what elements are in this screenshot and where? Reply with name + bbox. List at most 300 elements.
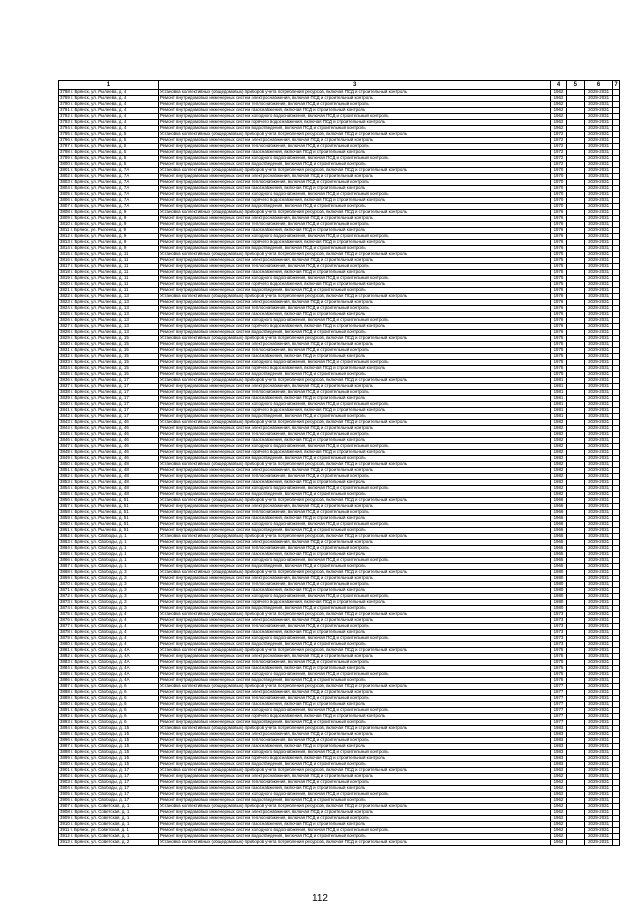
row-work-type: Ремонт внутридомовых инженерных систем водоотведения, включая ПСД и строительный контроль bbox=[158, 456, 551, 462]
row-build-year: 1976 bbox=[551, 234, 566, 240]
row-build-year: 1976 bbox=[551, 306, 566, 312]
row-build-year: 1975 bbox=[551, 666, 566, 672]
row-period: 2029-2031 bbox=[585, 816, 613, 822]
row-period: 2029-2031 bbox=[585, 474, 613, 480]
row-number-address: 3796 г. Брянск, ул. Рылеева, д. 5 bbox=[59, 138, 159, 144]
row-period: 2029-2031 bbox=[585, 546, 613, 552]
row-period: 2029-2031 bbox=[585, 132, 613, 138]
row-build-year: 1972 bbox=[551, 150, 566, 156]
row-number-address: 3788 г. Брянск, ул. Рылеева, д. 4 bbox=[59, 90, 159, 96]
row-number-address: 3823 г. Брянск, ул. Рылеева, д. 13 bbox=[59, 300, 159, 306]
row-period: 2029-2031 bbox=[585, 756, 613, 762]
header-cell: 4 bbox=[551, 81, 566, 90]
row-number-address: 3805 г. Брянск, ул. Рылеева, д. 7А bbox=[59, 192, 159, 198]
row-work-type: Ремонт внутридомовых инженерных систем теплоснабжения, включая ПСД и строительный контроль bbox=[158, 780, 551, 786]
row-number-address: 3806 г. Брянск, ул. Рылеева, д. 7А bbox=[59, 198, 159, 204]
row-work-type: Ремонт внутридомовых инженерных систем газоснабжения, включая ПСД и строительный контроль bbox=[158, 786, 551, 792]
row-work-type: Ремонт внутридомовых инженерных систем холодного водоснабжения, включая ПСД и строительный контроль bbox=[158, 636, 551, 642]
row-build-year: 1976 bbox=[551, 312, 566, 318]
row-build-year: 1962 bbox=[551, 114, 566, 120]
row-period: 2029-2031 bbox=[585, 156, 613, 162]
row-build-year: 1982 bbox=[551, 468, 566, 474]
row-period: 2029-2031 bbox=[585, 684, 613, 690]
row-number-address: 3845 г. Брянск, ул. Рылеева, д. 46 bbox=[59, 432, 159, 438]
row-number-address: 3804 г. Брянск, ул. Рылеева, д. 7А bbox=[59, 186, 159, 192]
row-work-type: Ремонт внутридомовых инженерных систем горячего водоснабжения, включая ПСД и строительный контроль bbox=[158, 450, 551, 456]
row-work-type: Ремонт внутридомовых инженерных систем горячего водоснабжения, включая ПСД и строительный контроль bbox=[158, 756, 551, 762]
row-build-year: 1976 bbox=[551, 324, 566, 330]
row-build-year: 1970 bbox=[551, 186, 566, 192]
row-number-address: 3791 г. Брянск, ул. Рылеева, д. 4 bbox=[59, 108, 159, 114]
row-number-address: 3831 г. Брянск, ул. Рылеева, д. 15 bbox=[59, 348, 159, 354]
row-build-year: 1973 bbox=[551, 618, 566, 624]
row-number-address: 3906 г. Брянск, ул. Свободы, д. 17 bbox=[59, 798, 159, 804]
row-number-address: 3841 г. Брянск, ул. Рылеева, д. 17 bbox=[59, 408, 159, 414]
row-work-type: Ремонт внутридомовых инженерных систем холодного водоснабжения, включая ПСД и строительный контроль bbox=[158, 192, 551, 198]
row-number-address: 3894 г. Брянск, ул. Свободы, д. 15 bbox=[59, 726, 159, 732]
row-number-address: 3821 г. Брянск, ул. Рылеева, д. 11 bbox=[59, 288, 159, 294]
row-build-year: 1976 bbox=[551, 210, 566, 216]
row-work-type: Ремонт внутридомовых инженерных систем электроснабжения, включая ПСД и строительный контроль bbox=[158, 384, 551, 390]
row-number-address: 3847 г. Брянск, ул. Рылеева, д. 46 bbox=[59, 444, 159, 450]
row-build-year: 1976 bbox=[551, 222, 566, 228]
row-period: 2029-2031 bbox=[585, 180, 613, 186]
row-work-type: Ремонт внутридомовых инженерных систем электроснабжения, включая ПСД и строительный контроль bbox=[158, 174, 551, 180]
row-number-address: 3837 г. Брянск, ул. Рылеева, д. 17 bbox=[59, 384, 159, 390]
row-work-type: Ремонт внутридомовых инженерных систем электроснабжения, включая ПСД и строительный контроль bbox=[158, 342, 551, 348]
row-period: 2029-2031 bbox=[585, 228, 613, 234]
row-period: 2029-2031 bbox=[585, 600, 613, 606]
row-work-type: Ремонт внутридомовых инженерных систем теплоснабжения, включая ПСД и строительный контроль bbox=[158, 144, 551, 150]
header-cell: 6 bbox=[585, 81, 613, 90]
row-number-address: 3910 г. Брянск, ул. Советская, д. 1 bbox=[59, 822, 159, 828]
row-build-year: 1962 bbox=[551, 108, 566, 114]
row-work-type: Ремонт внутридомовых инженерных систем электроснабжения, включая ПСД и строительный контроль bbox=[158, 138, 551, 144]
row-period: 2029-2031 bbox=[585, 294, 613, 300]
row-work-type: Ремонт внутридомовых инженерных систем теплоснабжения, включая ПСД и строительный контроль bbox=[158, 738, 551, 744]
row-period: 2029-2031 bbox=[585, 636, 613, 642]
row-build-year: 1983 bbox=[551, 762, 566, 768]
row-number-address: 3790 г. Брянск, ул. Рылеева, д. 4 bbox=[59, 102, 159, 108]
row-build-year: 1980 bbox=[551, 600, 566, 606]
row-period: 2029-2031 bbox=[585, 468, 613, 474]
row-period: 2029-2031 bbox=[585, 210, 613, 216]
row-build-year: 1977 bbox=[551, 690, 566, 696]
row-number-address: 3827 г. Брянск, ул. Рылеева, д. 13 bbox=[59, 324, 159, 330]
row-work-type: Ремонт внутридомовых инженерных систем электроснабжения, включая ПСД и строительный контроль bbox=[158, 468, 551, 474]
row-work-type: Ремонт внутридомовых инженерных систем газоснабжения, включая ПСД и строительный контроль bbox=[158, 822, 551, 828]
row-period: 2029-2031 bbox=[585, 558, 613, 564]
row-work-type: Ремонт внутридомовых инженерных систем водоотведения, включая ПСД и строительный контроль bbox=[158, 204, 551, 210]
row-number-address: 3891 г. Брянск, ул. Свободы, д. 6 bbox=[59, 708, 159, 714]
row-build-year: 1973 bbox=[551, 630, 566, 636]
row-work-type: Установка коллективных (общедомовых) приборов учета потребления ресурсов, включая ПСД и строительный контроль bbox=[158, 294, 551, 300]
row-number-address: 3898 г. Брянск, ул. Свободы, д. 15 bbox=[59, 750, 159, 756]
row-work-type: Ремонт внутридомовых инженерных систем газоснабжения, включая ПСД и строительный контроль bbox=[158, 438, 551, 444]
row-build-year: 1977 bbox=[551, 708, 566, 714]
row-period: 2029-2031 bbox=[585, 126, 613, 132]
row-period: 2029-2031 bbox=[585, 282, 613, 288]
row-work-type: Ремонт внутридомовых инженерных систем газоснабжения, включая ПСД и строительный контроль bbox=[158, 702, 551, 708]
row-number-address: 3862 г. Брянск, ул. Свободы, д. 1 bbox=[59, 534, 159, 540]
row-period: 2029-2031 bbox=[585, 444, 613, 450]
row-build-year: 1982 bbox=[551, 456, 566, 462]
row-period: 2029-2031 bbox=[585, 642, 613, 648]
row-work-type: Ремонт внутридомовых инженерных систем газоснабжения, включая ПСД и строительный контроль bbox=[158, 666, 551, 672]
row-number-address: 3858 г. Брянск, ул. Рылеева, д. 51 bbox=[59, 510, 159, 516]
row-period: 2029-2031 bbox=[585, 840, 613, 846]
row-build-year: 1981 bbox=[551, 414, 566, 420]
row-work-type: Ремонт внутридомовых инженерных систем водоотведения, включая ПСД и строительный контроль bbox=[158, 834, 551, 840]
row-build-year: 1970 bbox=[551, 174, 566, 180]
row-period: 2029-2031 bbox=[585, 678, 613, 684]
row-period: 2029-2031 bbox=[585, 630, 613, 636]
row-period: 2029-2031 bbox=[585, 528, 613, 534]
row-period: 2029-2031 bbox=[585, 234, 613, 240]
row-number-address: 3822 г. Брянск, ул. Рылеева, д. 13 bbox=[59, 294, 159, 300]
row-build-year: 1981 bbox=[551, 384, 566, 390]
row-period: 2029-2031 bbox=[585, 414, 613, 420]
row-build-year: 1981 bbox=[551, 402, 566, 408]
row-period: 2029-2031 bbox=[585, 372, 613, 378]
row-period: 2029-2031 bbox=[585, 594, 613, 600]
row-number-address: 3829 г. Брянск, ул. Рылеева, д. 15 bbox=[59, 336, 159, 342]
row-work-type: Ремонт внутридомовых инженерных систем водоотведения, включая ПСД и строительный контроль bbox=[158, 564, 551, 570]
row-number-address: 3904 г. Брянск, ул. Свободы, д. 17 bbox=[59, 786, 159, 792]
row-work-type: Ремонт внутридомовых инженерных систем горячего водоснабжения, включая ПСД и строительный контроль bbox=[158, 240, 551, 246]
row-number-address: 3818 г. Брянск, ул. Рылеева, д. 11 bbox=[59, 270, 159, 276]
row-number-address: 3871 г. Брянск, ул. Свободы, д. 3 bbox=[59, 588, 159, 594]
row-build-year: 1972 bbox=[551, 156, 566, 162]
row-number-address: 3801 г. Брянск, ул. Рылеева, д. 7А bbox=[59, 168, 159, 174]
row-work-type: Ремонт внутридомовых инженерных систем водоотведения, включая ПСД и строительный контроль bbox=[158, 720, 551, 726]
row-build-year: 1966 bbox=[551, 528, 566, 534]
row-build-year: 1980 bbox=[551, 576, 566, 582]
row-work-type: Ремонт внутридомовых инженерных систем электроснабжения, включая ПСД и строительный контроль bbox=[158, 426, 551, 432]
row-number-address: 3889 г. Брянск, ул. Свободы, д. 6 bbox=[59, 696, 159, 702]
row-period: 2029-2031 bbox=[585, 336, 613, 342]
row-work-type: Ремонт внутридомовых инженерных систем водоотведения, включая ПСД и строительный контроль bbox=[158, 288, 551, 294]
row-period: 2029-2031 bbox=[585, 552, 613, 558]
row-build-year: 1962 bbox=[551, 834, 566, 840]
row-build-year: 1965 bbox=[551, 534, 566, 540]
row-number-address: 3913 г. Брянск, ул. Советская, д. 2 bbox=[59, 840, 159, 846]
row-work-type: Ремонт внутридомовых инженерных систем водоотведения, включая ПСД и строительный контроль bbox=[158, 678, 551, 684]
row-number-address: 3907 г. Брянск, ул. Советская, д. 1 bbox=[59, 804, 159, 810]
row-build-year: 1975 bbox=[551, 258, 566, 264]
row-work-type: Ремонт внутридомовых инженерных систем холодного водоснабжения, включая ПСД и строительный контроль bbox=[158, 828, 551, 834]
row-number-address: 3882 г. Брянск, ул. Свободы, д. 4А bbox=[59, 654, 159, 660]
row-period: 2029-2031 bbox=[585, 810, 613, 816]
row-number-address: 3819 г. Брянск, ул. Рылеева, д. 11 bbox=[59, 276, 159, 282]
row-number-address: 3888 г. Брянск, ул. Свободы, д. 6 bbox=[59, 690, 159, 696]
header-row bbox=[59, 81, 620, 90]
row-period: 2029-2031 bbox=[585, 576, 613, 582]
row-work-type: Ремонт внутридомовых инженерных систем электроснабжения, включая ПСД и строительный контроль bbox=[158, 540, 551, 546]
row-number-address: 3860 г. Брянск, ул. Рылеева, д. 51 bbox=[59, 522, 159, 528]
row-period: 2029-2031 bbox=[585, 714, 613, 720]
row-build-year: 1970 bbox=[551, 198, 566, 204]
row-work-type: Ремонт внутридомовых инженерных систем холодного водоснабжения, включая ПСД и строительный контроль bbox=[158, 750, 551, 756]
row-work-type: Ремонт внутридомовых инженерных систем электроснабжения, включая ПСД и строительный контроль bbox=[158, 732, 551, 738]
row-number-address: 3848 г. Брянск, ул. Рылеева, д. 46 bbox=[59, 450, 159, 456]
row-period: 2029-2031 bbox=[585, 192, 613, 198]
row-build-year: 1982 bbox=[551, 474, 566, 480]
row-number-address: 3892 г. Брянск, ул. Свободы, д. 6 bbox=[59, 714, 159, 720]
row-period: 2029-2031 bbox=[585, 480, 613, 486]
row-number-address: 3905 г. Брянск, ул. Свободы, д. 17 bbox=[59, 792, 159, 798]
row-work-type: Ремонт внутридомовых инженерных систем водоотведения, включая ПСД и строительный контроль bbox=[158, 492, 551, 498]
row-build-year: 1981 bbox=[551, 408, 566, 414]
row-work-type: Установка коллективных (общедомовых) приборов учета потребления ресурсов, включая ПСД и строительный контроль bbox=[158, 768, 551, 774]
row-period: 2029-2031 bbox=[585, 258, 613, 264]
row-build-year: 1970 bbox=[551, 192, 566, 198]
page-number: 112 bbox=[312, 893, 328, 904]
row-number-address: 3854 г. Брянск, ул. Рылеева, д. 48 bbox=[59, 486, 159, 492]
row-build-year: 1981 bbox=[551, 390, 566, 396]
row-work-type: Ремонт внутридомовых инженерных систем теплоснабжения, включая ПСД и строительный контроль bbox=[158, 390, 551, 396]
row-build-year: 1980 bbox=[551, 582, 566, 588]
row-build-year: 1962 bbox=[551, 126, 566, 132]
row-period: 2029-2031 bbox=[585, 606, 613, 612]
row-period: 2029-2031 bbox=[585, 570, 613, 576]
row-build-year: 1977 bbox=[551, 714, 566, 720]
row-period: 2029-2031 bbox=[585, 216, 613, 222]
row-build-year: 1965 bbox=[551, 546, 566, 552]
row-period: 2029-2031 bbox=[585, 138, 613, 144]
row-build-year: 1975 bbox=[551, 678, 566, 684]
row-period: 2029-2031 bbox=[585, 108, 613, 114]
row-work-type: Ремонт внутридомовых инженерных систем теплоснабжения, включая ПСД и строительный контроль bbox=[158, 696, 551, 702]
row-number-address: 3846 г. Брянск, ул. Рылеева, д. 46 bbox=[59, 438, 159, 444]
row-work-type: Ремонт внутридомовых инженерных систем теплоснабжения, включая ПСД и строительный контроль bbox=[158, 432, 551, 438]
row-work-type: Ремонт внутридомовых инженерных систем холодного водоснабжения, включая ПСД и строительный контроль bbox=[158, 234, 551, 240]
row-period: 2029-2031 bbox=[585, 390, 613, 396]
row-work-type: Ремонт внутридомовых инженерных систем горячего водоснабжения, включая ПСД и строительный контроль bbox=[158, 600, 551, 606]
row-build-year: 1982 bbox=[551, 480, 566, 486]
row-build-year: 1975 bbox=[551, 660, 566, 666]
row-period: 2029-2031 bbox=[585, 516, 613, 522]
row-number-address: 3873 г. Брянск, ул. Свободы, д. 3 bbox=[59, 600, 159, 606]
table-body bbox=[59, 90, 620, 846]
row-work-type: Ремонт внутридомовых инженерных систем газоснабжения, включая ПСД и строительный контроль bbox=[158, 588, 551, 594]
row-build-year: 1972 bbox=[551, 162, 566, 168]
row-work-type: Установка коллективных (общедомовых) приборов учета потребления ресурсов, включая ПСД и строительный контроль bbox=[158, 612, 551, 618]
row-work-type: Установка коллективных (общедомовых) приборов учета потребления ресурсов, включая ПСД и строительный контроль bbox=[158, 648, 551, 654]
row-period: 2029-2031 bbox=[585, 660, 613, 666]
row-work-type: Ремонт внутридомовых инженерных систем газоснабжения, включая ПСД и строительный контроль bbox=[158, 108, 551, 114]
row-work-type: Ремонт внутридомовых инженерных систем горячего водоснабжения, включая ПСД и строительный контроль bbox=[158, 282, 551, 288]
row-work-type: Ремонт внутридомовых инженерных систем теплоснабжения, включая ПСД и строительный контроль bbox=[158, 222, 551, 228]
row-period: 2029-2031 bbox=[585, 522, 613, 528]
row-build-year: 1972 bbox=[551, 144, 566, 150]
row-period: 2029-2031 bbox=[585, 330, 613, 336]
row-build-year: 1962 bbox=[551, 822, 566, 828]
row-number-address: 3815 г. Брянск, ул. Рылеева, д. 11 bbox=[59, 252, 159, 258]
row-number-address: 3902 г. Брянск, ул. Свободы, д. 17 bbox=[59, 774, 159, 780]
row-period: 2029-2031 bbox=[585, 222, 613, 228]
row-work-type: Установка коллективных (общедомовых) приборов учета потребления ресурсов, включая ПСД и строительный контроль bbox=[158, 498, 551, 504]
row-period: 2029-2031 bbox=[585, 168, 613, 174]
row-number-address: 3861 г. Брянск, ул. Рылеева, д. 51 bbox=[59, 528, 159, 534]
row-build-year: 1975 bbox=[551, 342, 566, 348]
row-work-type: Ремонт внутридомовых инженерных систем холодного водоснабжения, включая ПСД и строительный контроль bbox=[158, 402, 551, 408]
row-number-address: 3859 г. Брянск, ул. Рылеева, д. 51 bbox=[59, 516, 159, 522]
row-build-year: 1976 bbox=[551, 294, 566, 300]
row-work-type: Установка коллективных (общедомовых) приборов учета потребления ресурсов, включая ПСД и строительный контроль bbox=[158, 90, 551, 96]
row-number-address: 3817 г. Брянск, ул. Рылеева, д. 11 bbox=[59, 264, 159, 270]
row-number-address: 3866 г. Брянск, ул. Свободы, д. 1 bbox=[59, 558, 159, 564]
row-work-type: Ремонт внутридомовых инженерных систем холодного водоснабжения, включая ПСД и строительный контроль bbox=[158, 318, 551, 324]
row-build-year: 1975 bbox=[551, 372, 566, 378]
row-number-address: 3885 г. Брянск, ул. Свободы, д. 4А bbox=[59, 672, 159, 678]
row-number-address: 3863 г. Брянск, ул. Свободы, д. 1 bbox=[59, 540, 159, 546]
row-number-address: 3824 г. Брянск, ул. Рылеева, д. 13 bbox=[59, 306, 159, 312]
row-work-type: Ремонт внутридомовых инженерных систем электроснабжения, включая ПСД и строительный контроль bbox=[158, 774, 551, 780]
row-work-type: Ремонт внутридомовых инженерных систем теплоснабжения, включая ПСД и строительный контроль bbox=[158, 510, 551, 516]
row-period: 2029-2031 bbox=[585, 618, 613, 624]
table-row bbox=[59, 840, 620, 846]
row-build-year: 1975 bbox=[551, 270, 566, 276]
row-number-address: 3842 г. Брянск, ул. Рылеева, д. 17 bbox=[59, 414, 159, 420]
row-build-year: 1975 bbox=[551, 366, 566, 372]
row-build-year: 1962 bbox=[551, 828, 566, 834]
row-build-year: 1983 bbox=[551, 750, 566, 756]
row-work-type: Ремонт внутридомовых инженерных систем газоснабжения, включая ПСД и строительный контроль bbox=[158, 186, 551, 192]
row-build-year: 1982 bbox=[551, 426, 566, 432]
row-period: 2029-2031 bbox=[585, 204, 613, 210]
row-period: 2029-2031 bbox=[585, 822, 613, 828]
row-number-address: 3797 г. Брянск, ул. Рылеева, д. 5 bbox=[59, 144, 159, 150]
row-number-address: 3895 г. Брянск, ул. Свободы, д. 15 bbox=[59, 732, 159, 738]
row-number-address: 3867 г. Брянск, ул. Свободы, д. 1 bbox=[59, 564, 159, 570]
row-number-address: 3813 г. Брянск, ул. Рылеева, д. 9 bbox=[59, 240, 159, 246]
row-number-address: 3789 г. Брянск, ул. Рылеева, д. 4 bbox=[59, 96, 159, 102]
row-build-year: 1983 bbox=[551, 744, 566, 750]
row-work-type: Ремонт внутридомовых инженерных систем газоснабжения, включая ПСД и строительный контроль bbox=[158, 270, 551, 276]
row-period: 2029-2031 bbox=[585, 774, 613, 780]
row-build-year: 1982 bbox=[551, 444, 566, 450]
row-number-address: 3840 г. Брянск, ул. Рылеева, д. 17 bbox=[59, 402, 159, 408]
row-build-year: 1975 bbox=[551, 282, 566, 288]
row-number-address: 3798 г. Брянск, ул. Рылеева, д. 5 bbox=[59, 150, 159, 156]
row-number-address: 3832 г. Брянск, ул. Рылеева, д. 15 bbox=[59, 354, 159, 360]
row-period: 2029-2031 bbox=[585, 768, 613, 774]
row-work-type: Ремонт внутридомовых инженерных систем электроснабжения, включая ПСД и строительный контроль bbox=[158, 216, 551, 222]
row-number-address: 3879 г. Брянск, ул. Свободы, д. 4 bbox=[59, 636, 159, 642]
row-number-address: 3874 г. Брянск, ул. Свободы, д. 3 bbox=[59, 606, 159, 612]
row-period: 2029-2031 bbox=[585, 114, 613, 120]
row-build-year: 1975 bbox=[551, 654, 566, 660]
row-build-year: 1962 bbox=[551, 90, 566, 96]
row-build-year: 1983 bbox=[551, 726, 566, 732]
row-period: 2029-2031 bbox=[585, 450, 613, 456]
header-cell: 7 bbox=[614, 81, 618, 88]
row-period: 2029-2031 bbox=[585, 252, 613, 258]
row-period: 2029-2031 bbox=[585, 786, 613, 792]
row-period: 2029-2031 bbox=[585, 144, 613, 150]
row-build-year: 1965 bbox=[551, 540, 566, 546]
row-number-address: 3825 г. Брянск, ул. Рылеева, д. 13 bbox=[59, 312, 159, 318]
row-work-type: Ремонт внутридомовых инженерных систем газоснабжения, включая ПСД и строительный контроль bbox=[158, 228, 551, 234]
row-work-type: Установка коллективных (общедомовых) приборов учета потребления ресурсов, включая ПСД и строительный контроль bbox=[158, 168, 551, 174]
row-build-year: 1973 bbox=[551, 624, 566, 630]
row-number-address: 3877 г. Брянск, ул. Свободы, д. 4 bbox=[59, 624, 159, 630]
row-build-year: 1982 bbox=[551, 486, 566, 492]
row-work-type: Ремонт внутридомовых инженерных систем теплоснабжения, включая ПСД и строительный контроль bbox=[158, 546, 551, 552]
row-number-address: 3864 г. Брянск, ул. Свободы, д. 1 bbox=[59, 546, 159, 552]
row-period: 2029-2031 bbox=[585, 834, 613, 840]
row-work-type: Ремонт внутридомовых инженерных систем холодного водоснабжения, включая ПСД и строительный контроль bbox=[158, 444, 551, 450]
row-build-year: 1973 bbox=[551, 612, 566, 618]
row-number-address: 3807 г. Брянск, ул. Рылеева, д. 7А bbox=[59, 204, 159, 210]
row-number-address: 3834 г. Брянск, ул. Рылеева, д. 15 bbox=[59, 366, 159, 372]
row-period: 2029-2031 bbox=[585, 624, 613, 630]
row-number-address: 3794 г. Брянск, ул. Рылеева, д. 4 bbox=[59, 126, 159, 132]
row-work-type: Ремонт внутридомовых инженерных систем водоотведения, включая ПСД и строительный контроль bbox=[158, 162, 551, 168]
row-build-year: 1982 bbox=[551, 462, 566, 468]
row-period: 2029-2031 bbox=[585, 666, 613, 672]
row-number-address: 3802 г. Брянск, ул. Рылеева, д. 7А bbox=[59, 174, 159, 180]
row-work-type: Ремонт внутридомовых инженерных систем газоснабжения, включая ПСД и строительный контроль bbox=[158, 354, 551, 360]
row-work-type: Ремонт внутридомовых инженерных систем холодного водоснабжения, включая ПСД и строительный контроль bbox=[158, 360, 551, 366]
row-number-address: 3903 г. Брянск, ул. Свободы, д. 17 bbox=[59, 780, 159, 786]
row-number-address: 3887 г. Брянск, ул. Свободы, д. 6 bbox=[59, 684, 159, 690]
row-work-type: Ремонт внутридомовых инженерных систем электроснабжения, включая ПСД и строительный контроль bbox=[158, 810, 551, 816]
row-build-year: 1972 bbox=[551, 132, 566, 138]
row-period: 2029-2031 bbox=[585, 798, 613, 804]
row-build-year: 1962 bbox=[551, 840, 566, 846]
row-period: 2029-2031 bbox=[585, 708, 613, 714]
row-number-address: 3899 г. Брянск, ул. Свободы, д. 15 bbox=[59, 756, 159, 762]
row-period: 2029-2031 bbox=[585, 438, 613, 444]
row-period: 2029-2031 bbox=[585, 288, 613, 294]
row-number-address: 3881 г. Брянск, ул. Свободы, д. 4А bbox=[59, 648, 159, 654]
row-period: 2029-2031 bbox=[585, 696, 613, 702]
row-number-address: 3852 г. Брянск, ул. Рылеева, д. 48 bbox=[59, 474, 159, 480]
row-work-type: Установка коллективных (общедомовых) приборов учета потребления ресурсов, включая ПСД и строительный контроль bbox=[158, 210, 551, 216]
row-work-type: Ремонт внутридомовых инженерных систем газоснабжения, включая ПСД и строительный контроль bbox=[158, 552, 551, 558]
row-period: 2029-2031 bbox=[585, 300, 613, 306]
row-build-year: 1980 bbox=[551, 588, 566, 594]
row-work-type: Ремонт внутридомовых инженерных систем холодного водоснабжения, включая ПСД и строительный контроль bbox=[158, 594, 551, 600]
row-period: 2029-2031 bbox=[585, 96, 613, 102]
row-period: 2029-2031 bbox=[585, 102, 613, 108]
row-number-address: 3884 г. Брянск, ул. Свободы, д. 4А bbox=[59, 666, 159, 672]
row-period: 2029-2031 bbox=[585, 90, 613, 96]
row-build-year: 1976 bbox=[551, 300, 566, 306]
row-work-type: Ремонт внутридомовых инженерных систем холодного водоснабжения, включая ПСД и строительный контроль bbox=[158, 276, 551, 282]
row-number-address: 3869 г. Брянск, ул. Свободы, д. 3 bbox=[59, 576, 159, 582]
row-period: 2029-2031 bbox=[585, 486, 613, 492]
row-number-address: 3875 г. Брянск, ул. Свободы, д. 4 bbox=[59, 612, 159, 618]
row-number-address: 3809 г. Брянск, ул. Рылеева, д. 9 bbox=[59, 216, 159, 222]
row-work-type: Установка коллективных (общедомовых) приборов учета потребления ресурсов, включая ПСД и строительный контроль bbox=[158, 252, 551, 258]
row-build-year: 1975 bbox=[551, 648, 566, 654]
row-number-address: 3896 г. Брянск, ул. Свободы, д. 15 bbox=[59, 738, 159, 744]
row-number-address: 3814 г. Брянск, ул. Рылеева, д. 9 bbox=[59, 246, 159, 252]
row-work-type: Ремонт внутридомовых инженерных систем электроснабжения, включая ПСД и строительный контроль bbox=[158, 504, 551, 510]
row-build-year: 1965 bbox=[551, 564, 566, 570]
row-build-year: 1966 bbox=[551, 516, 566, 522]
header-cell: 1 bbox=[59, 81, 159, 90]
row-period: 2029-2031 bbox=[585, 738, 613, 744]
row-work-type: Ремонт внутридомовых инженерных систем теплоснабжения, включая ПСД и строительный контроль bbox=[158, 660, 551, 666]
row-work-type: Ремонт внутридомовых инженерных систем горячего водоснабжения, включая ПСД и строительный контроль bbox=[158, 324, 551, 330]
row-period: 2029-2031 bbox=[585, 504, 613, 510]
row-period: 2029-2031 bbox=[585, 780, 613, 786]
row-build-year: 1966 bbox=[551, 510, 566, 516]
